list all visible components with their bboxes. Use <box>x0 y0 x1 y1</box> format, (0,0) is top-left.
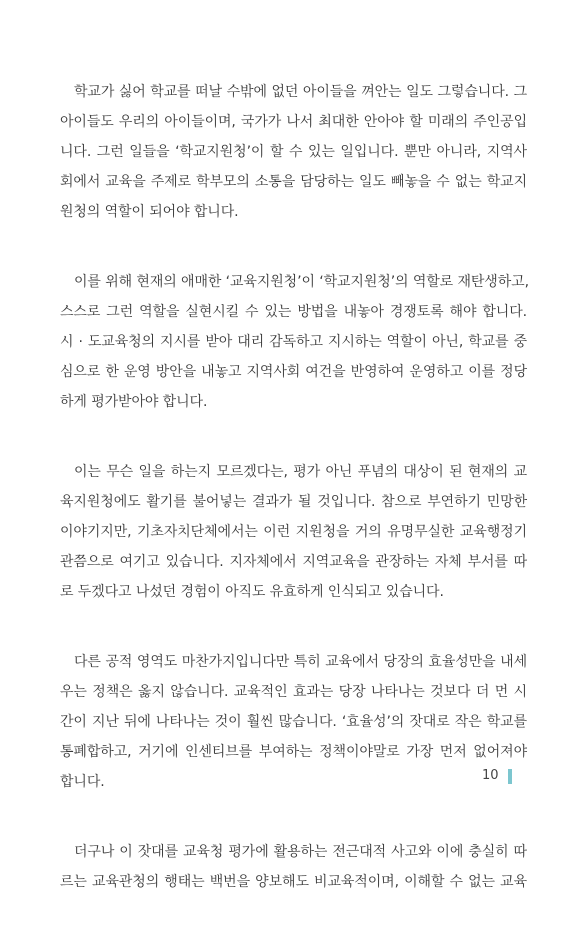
paragraph <box>60 77 527 227</box>
paragraph <box>60 647 527 797</box>
page-marker-bar <box>508 769 512 784</box>
page-number: 10 <box>482 768 499 783</box>
text-line: 원청의 역할이 되어야 합니다. <box>60 204 239 220</box>
text-line: 로 두겠다고 나섰던 경험이 아직도 유효하게 인식되고 있습니다. <box>60 584 444 600</box>
text-line: 시 · 도교육청의 지시를 받아 대리 감독하고 지시하는 역할이 아닌, 학교를 중 <box>60 334 527 350</box>
text-line: 아이들도 우리의 아이들이며, 국가가 나서 최대한 안아야 할 미래의 주인공입 <box>60 114 527 130</box>
text-line: 이야기지만, 기초자치단체에서는 이런 지원청을 거의 유명무실한 교육행정기 <box>60 524 527 540</box>
text-line: 이를 위해 현재의 애매한 ‘교육지원청’이 ‘학교지원청’의 역할로 재탄생하고, <box>74 274 529 290</box>
text-line: 심으로 한 운영 방안을 내놓고 지역사회 여건을 반영하여 운영하고 이를 정당 <box>60 364 527 380</box>
text-line: 통폐합하고, 거기에 인센티브를 부여하는 정책이야말로 가장 먼저 없어져야 <box>60 744 527 760</box>
paragraph <box>60 837 527 897</box>
text-line: 르는 교육관청의 행태는 백번을 양보해도 비교육적이며, 이해할 수 없는 교육 <box>60 874 527 890</box>
paragraph <box>60 457 527 607</box>
text-line: 회에서 교육을 주제로 학부모의 소통을 담당하는 일도 빼놓을 수 없는 학교지 <box>60 174 527 190</box>
text-line: 관쯤으로 여기고 있습니다. 지자체에서 지역교육을 관장하는 자체 부서를 따 <box>60 554 527 570</box>
text-line: 이는 무슨 일을 하는지 모르겠다는, 평가 아닌 푸념의 대상이 된 현재의 교 <box>74 464 527 480</box>
text-line: 니다. 그런 일들을 ‘학교지원청’이 할 수 있는 일입니다. 뿐만 아니라, 지역사 <box>60 144 527 160</box>
text-line: 우는 정책은 옳지 않습니다. 교육적인 효과는 당장 나타나는 것보다 더 먼 시 <box>60 684 527 700</box>
text-line: 스스로 그런 역할을 실현시킬 수 있는 방법을 내놓아 경쟁토록 해야 합니다. <box>60 304 527 320</box>
paragraph <box>60 267 527 417</box>
text-line: 하게 평가받아야 합니다. <box>60 394 208 410</box>
text-line: 더구나 이 잣대를 교육청 평가에 활용하는 전근대적 사고와 이에 충실히 따 <box>74 844 527 860</box>
text-line: 합니다. <box>60 774 105 790</box>
text-line: 학교가 싫어 학교를 떠날 수밖에 없던 아이들을 껴안는 일도 그렇습니다. 그 <box>74 84 527 100</box>
text-line: 육지원청에도 활기를 불어넣는 결과가 될 것입니다. 참으로 부연하기 민망한 <box>60 494 527 510</box>
text-line: 다른 공적 영역도 마찬가지입니다만 특히 교육에서 당장의 효율성만을 내세 <box>74 654 527 670</box>
text-line: 간이 지난 뒤에 나타나는 것이 훨씬 많습니다. ‘효율성’의 잣대로 작은 학교를 <box>60 714 527 730</box>
page-body <box>60 77 527 937</box>
